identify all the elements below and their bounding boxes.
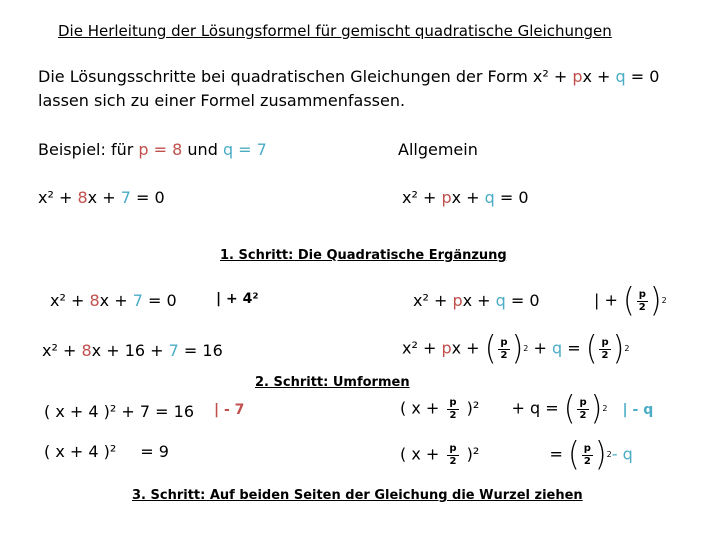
example-equation: x² + 8x + 7 = 0 <box>38 188 165 207</box>
step-2-heading: 2. Schritt: Umformen <box>255 375 410 390</box>
p-half-squared: ( $\frac{p}{2}$ ) 2 <box>563 389 608 428</box>
step-3-heading: 3. Schritt: Auf beiden Seiten der Gleichung die Wurzel ziehen <box>132 488 583 503</box>
s2-example-operation: | - 7 <box>214 402 245 418</box>
s1-example-equation: x² + 8x + 7 = 0 <box>50 291 177 310</box>
p-half-squared: ( $\frac{p}{2}$ ) 2 <box>585 329 630 368</box>
intro-line-2: lassen sich zu einer Formel zusammenfassen. <box>38 91 406 110</box>
p-half-squared: ( $\frac{p}{2}$ ) 2 <box>568 435 612 474</box>
s1-example-operation: | + 4² <box>216 291 259 307</box>
p-half-squared: ( $\frac{p}{2}$ ) 2 <box>484 329 529 368</box>
example-label: Beispiel: für p = 8 und q = 7 <box>38 140 267 159</box>
general-equation: x² + px + q = 0 <box>402 188 529 207</box>
s2-example-equation-2: ( x + 4 )² = 9 <box>44 442 169 461</box>
p-half: $\frac{p}{2}$ <box>449 396 457 421</box>
p-half: $\frac{p}{2}$ <box>449 442 457 467</box>
s2-general-equation-1: ( x + $\frac{p}{2}$ )² + q = ( $\frac{p}{2}$ ) 2 | - q <box>400 389 654 428</box>
s2-general-equation-2: ( x + $\frac{p}{2}$ )² = ( $\frac{p}{2}$ ) 2 - q <box>400 435 633 474</box>
s1-general-equation-2: x² + px + ( $\frac{p}{2}$ ) 2 + q = ( $\frac{p}{2}$ ) 2 <box>402 329 630 368</box>
intro-line-1: Die Lösungsschritte bei quadratischen Gleichungen der Form x² + px + q = 0 <box>38 67 660 86</box>
general-label: Allgemein <box>398 140 478 159</box>
s1-general-equation: x² + px + q = 0 <box>413 291 540 310</box>
page-title: Die Herleitung der Lösungsformel für gemischt quadratische Gleichungen <box>58 22 612 40</box>
p-half-squared: ( $\frac{p}{2}$ ) 2 <box>622 281 667 320</box>
s1-general-operation: | + ( $\frac{p}{2}$ ) 2 <box>594 281 667 320</box>
s1-example-equation-2: x² + 8x + 16 + 7 = 16 <box>42 341 223 360</box>
s2-example-equation-1: ( x + 4 )² + 7 = 16 <box>44 402 194 421</box>
step-1-heading: 1. Schritt: Die Quadratische Ergänzung <box>220 248 507 263</box>
